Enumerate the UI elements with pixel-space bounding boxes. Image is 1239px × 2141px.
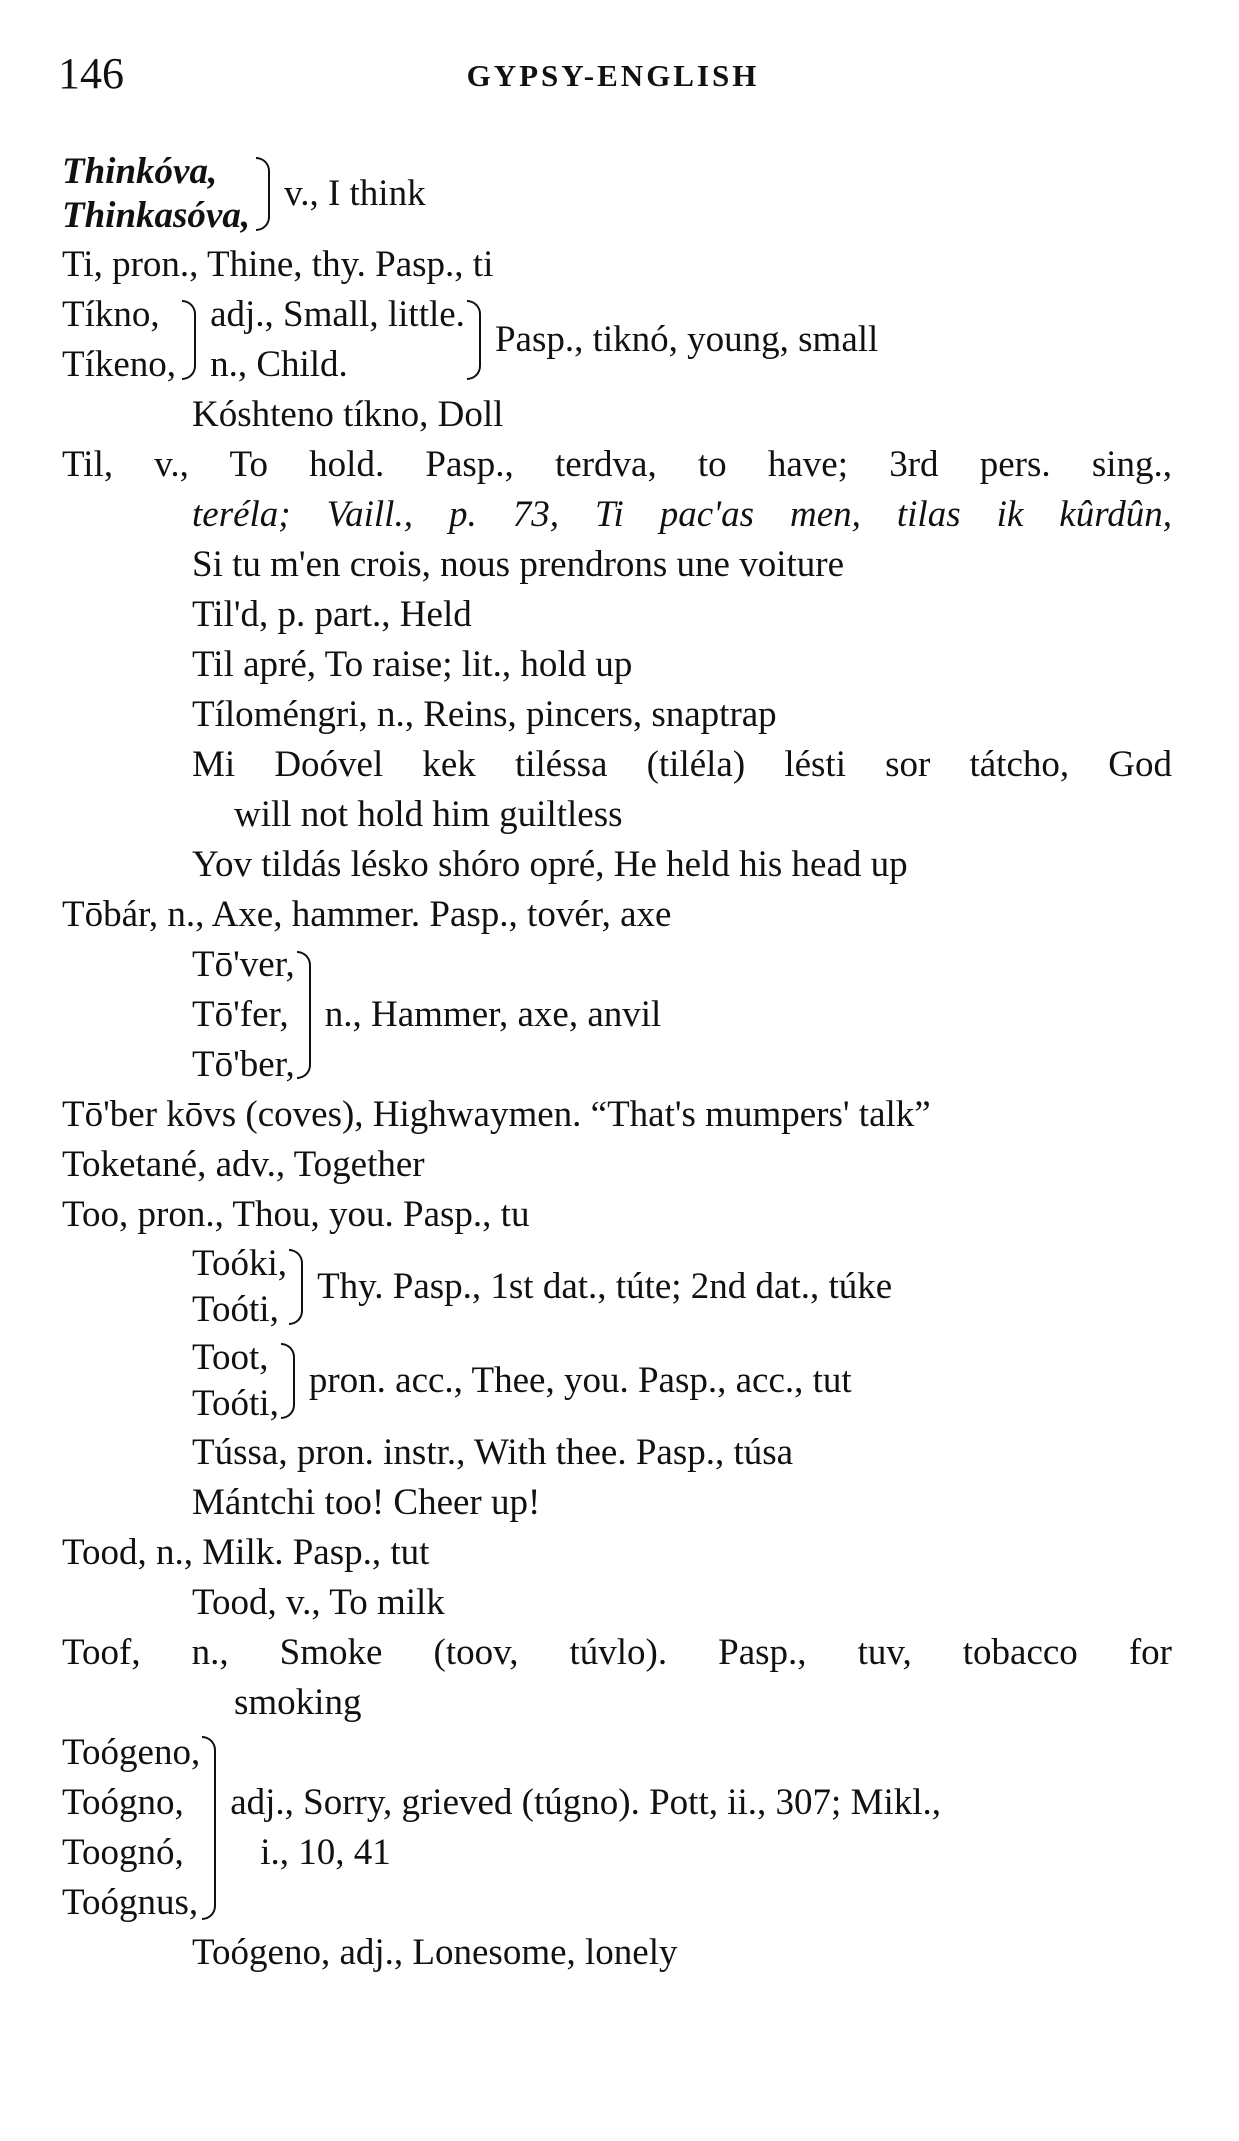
entry-think: [62, 148, 1172, 240]
sub-entry: Tússa, pron. instr., With thee. Pasp., túsa: [192, 1432, 794, 1473]
headword: Tíkno,: [62, 294, 160, 335]
sub-entry: Kóshteno tíkno, Doll: [192, 394, 504, 435]
sub-entry: Yov tildás lésko shóro opré, He held his head up: [192, 844, 908, 885]
definition: n., Hammer, axe, anvil: [324, 994, 662, 1035]
definition: Thy. Pasp., 1st dat., túte; 2nd dat., túke: [317, 1266, 893, 1307]
headword: Toot,: [192, 1337, 269, 1378]
headword: Thinkóva,: [62, 151, 218, 192]
headword: Toóki,: [192, 1243, 288, 1284]
sub-entry: Tíloméngri, n., Reins, pincers, snaptrap: [192, 694, 777, 735]
entry-tikno: [62, 290, 1172, 390]
sub-entry-cont: will not hold him guiltless: [234, 794, 623, 835]
entry-toketane: Toketané, adv., Together: [62, 1144, 425, 1185]
sub-entry: Mi Doóvel kek tiléssa (tiléla) lésti sor tátcho, God: [192, 744, 1172, 785]
page-header: [58, 50, 1168, 98]
entry-til: Til, v., To hold. Pasp., terdva, to have; 3rd pers. sing.,: [62, 444, 1172, 485]
sub-entry: Til'd, p. part., Held: [192, 594, 472, 635]
entry-list: [62, 148, 1172, 1978]
entry-tooki: [62, 1240, 1172, 1334]
running-title: GYPSY-ENGLISH: [466, 58, 760, 93]
headword: Toógeno,: [62, 1732, 201, 1773]
headword: Tō'ver,: [192, 944, 295, 985]
headword: Toógno,: [62, 1782, 184, 1823]
definition: adj., Sorry, grieved (túgno). Pott, ii., 307; Mikl.,: [230, 1782, 942, 1823]
page-number: 146: [58, 49, 124, 98]
entry-too: Too, pron., Thou, you. Pasp., tu: [62, 1194, 530, 1235]
brace: [467, 300, 481, 380]
entry-ti: Ti, pron., Thine, thy. Pasp., ti: [62, 244, 494, 285]
brace: [297, 951, 311, 1079]
headword: Toóti,: [192, 1383, 279, 1424]
entry-tober-kovs: Tō'ber kōvs (coves), Highwaymen. “That's mumpers' talk”: [62, 1094, 931, 1135]
entry-til-cont: teréla; Vaill., p. 73, Ti pac'as men, tilas ik kûrdûn,: [192, 494, 1172, 535]
brace: [289, 1249, 303, 1325]
sub-entry: Til apré, To raise; lit., hold up: [192, 644, 633, 685]
definition: i., 10, 41: [260, 1832, 391, 1873]
entry-til-cont: Si tu m'en crois, nous prendrons une voiture: [192, 544, 845, 585]
brace: [256, 157, 270, 231]
headword: Tō'ber,: [192, 1044, 295, 1085]
sub-entry: Tood, v., To milk: [192, 1582, 445, 1623]
brace: [281, 1343, 295, 1419]
brace: [182, 300, 196, 380]
sub-entry: Toógeno, adj., Lonesome, lonely: [192, 1932, 678, 1973]
entry-toot: [62, 1334, 1172, 1428]
sub-entry: Mántchi too! Cheer up!: [192, 1482, 541, 1523]
entry-toogeno: [62, 1728, 1172, 1928]
entry-tover: [62, 940, 1172, 1090]
headword: Tō'fer,: [192, 994, 289, 1035]
entry-tood: Tood, n., Milk. Pasp., tut: [62, 1532, 430, 1573]
headword: Tíkeno,: [62, 344, 177, 385]
etymology: Pasp., tiknó, young, small: [494, 319, 879, 360]
entry-toof: Toof, n., Smoke (toov, túvlo). Pasp., tuv, tobacco for: [62, 1632, 1172, 1673]
headword: Thinkasóva,: [62, 195, 251, 236]
entry-toof-cont: smoking: [234, 1682, 362, 1723]
entry-tobar: Tōbár, n., Axe, hammer. Pasp., tovér, axe: [62, 894, 672, 935]
definition: n., Child.: [210, 344, 348, 385]
headword: Toognó,: [62, 1832, 184, 1873]
definition: adj., Small, little.: [210, 294, 465, 335]
brace: [202, 1736, 216, 1920]
headword: Toóti,: [192, 1289, 279, 1330]
definition: v., I think: [284, 173, 426, 214]
headword: Toógnus,: [62, 1882, 199, 1923]
definition: pron. acc., Thee, you. Pasp., acc., tut: [308, 1360, 852, 1401]
